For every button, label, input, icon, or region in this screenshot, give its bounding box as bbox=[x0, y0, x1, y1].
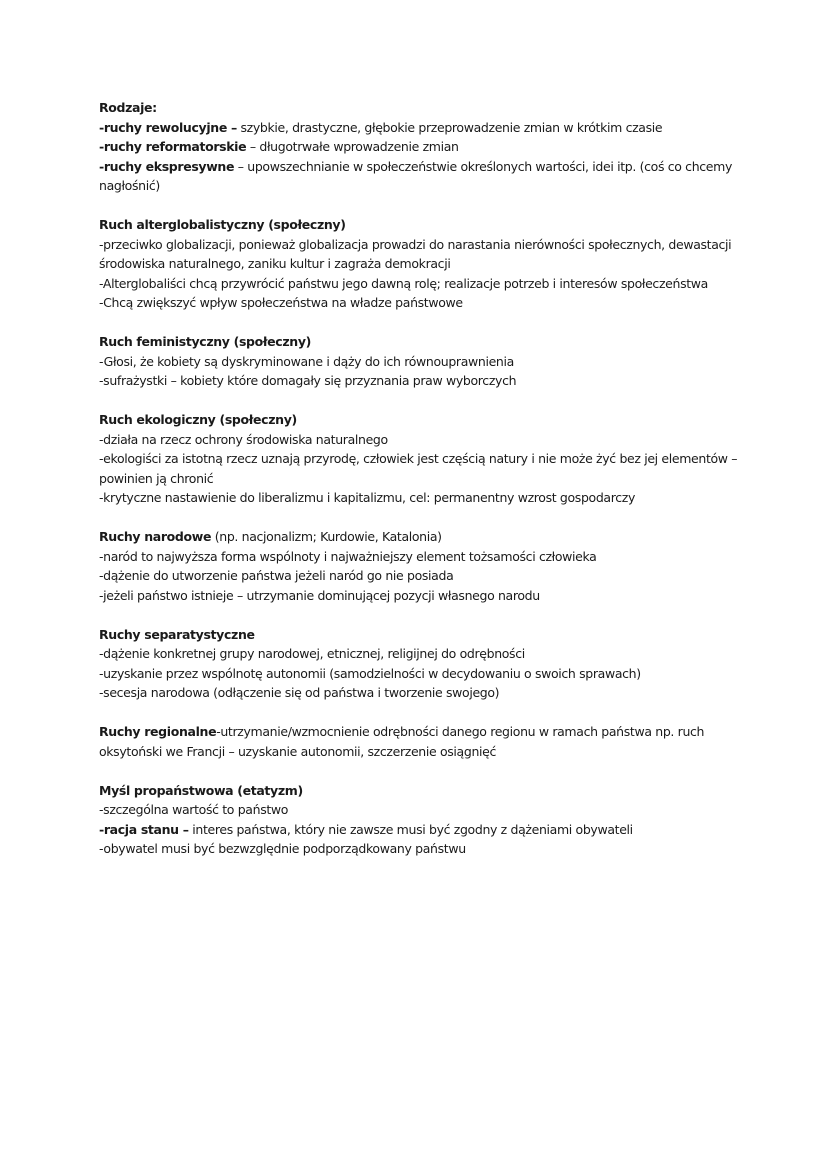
plain-text: -ekologiści za istotną rzecz uznają przyrodę, człowiek jest częścią natury i nie może żyć bez jej elementów – powinien ją chronić bbox=[99, 451, 738, 486]
section-1 bbox=[99, 215, 749, 313]
text-line bbox=[99, 683, 749, 703]
bold-text: Ruchy separatystyczne bbox=[99, 626, 255, 642]
plain-text: -secesja narodowa (odłączenie się od państwa i tworzenie swojego) bbox=[99, 685, 500, 700]
plain-text: -uzyskanie przez wspólnotę autonomii (samodzielności w decydowaniu o swoich sprawach) bbox=[99, 665, 641, 681]
plain-text: -Głosi, że kobiety są dyskryminowane i dąży do ich równouprawnienia bbox=[99, 353, 514, 369]
text-line bbox=[99, 664, 749, 684]
plain-text: -dążenie konkretnej grupy narodowej, etnicznej, religijnej do odrębności bbox=[99, 646, 525, 661]
text-line bbox=[99, 371, 749, 391]
plain-text: -obywatel musi być bezwzględnie podporządkowany państwu bbox=[99, 841, 466, 856]
bold-text: Ruchy narodowe bbox=[99, 529, 212, 544]
plain-text: -utrzymanie/wzmocnienie odrębności danego regionu w ramach państwa np. ruch oksytoński we Francji – uzyskanie autonomii, szczerzenie osiągnięć bbox=[99, 724, 705, 759]
plain-text: – długotrwałe wprowadzenie zmian bbox=[246, 139, 459, 154]
text-line bbox=[99, 547, 749, 567]
text-line bbox=[99, 800, 749, 820]
bold-text: -ruchy reformatorskie bbox=[99, 139, 247, 154]
bold-text: -ruchy rewolucyjne – bbox=[99, 119, 237, 135]
plain-text: -jeżeli państwo istnieje – utrzymanie dominującej pozycji własnego narodu bbox=[99, 587, 540, 603]
plain-text: szybkie, drastyczne, głębokie przeprowadzenie zmian w krótkim czasie bbox=[236, 119, 663, 135]
section-5 bbox=[99, 625, 749, 703]
section-heading bbox=[99, 527, 749, 547]
plain-text: -sufrażystki – kobiety które domagały się przyznania praw wyborczych bbox=[99, 373, 517, 388]
text-line bbox=[99, 137, 749, 157]
section-7 bbox=[99, 781, 749, 859]
section-2 bbox=[99, 332, 749, 391]
section-4 bbox=[99, 527, 749, 605]
bold-text: Myśl propaństwowa (etatyzm) bbox=[99, 782, 303, 798]
plain-text: interes państwa, który nie zawsze musi być zgodny z dążeniami obywateli bbox=[188, 821, 633, 837]
text-line bbox=[99, 430, 749, 450]
text-line bbox=[99, 839, 749, 859]
section-heading bbox=[99, 410, 749, 430]
text-line bbox=[99, 274, 749, 294]
section-6 bbox=[99, 722, 749, 761]
plain-text: (np. nacjonalizm; Kurdowie, Katalonia) bbox=[211, 529, 442, 544]
text-line bbox=[99, 566, 749, 586]
section-heading bbox=[99, 332, 749, 352]
text-line bbox=[99, 293, 749, 313]
plain-text: -Chcą zwiększyć wpływ społeczeństwa na władze państwowe bbox=[99, 295, 463, 310]
text-line bbox=[99, 157, 749, 196]
text-line bbox=[99, 449, 749, 488]
section-heading bbox=[99, 625, 749, 645]
text-line bbox=[99, 488, 749, 508]
plain-text: -szczególna wartość to państwo bbox=[99, 802, 289, 817]
plain-text: -dążenie do utworzenie państwa jeżeli naród go nie posiada bbox=[99, 568, 454, 583]
plain-text: – upowszechnianie w społeczeństwie określonych wartości, idei itp. (coś co chcemy nagłośnić) bbox=[99, 158, 733, 193]
text-line bbox=[99, 118, 749, 138]
section-heading bbox=[99, 781, 749, 801]
plain-text: -działa na rzecz ochrony środowiska naturalnego bbox=[99, 431, 388, 447]
section-heading bbox=[99, 98, 749, 118]
plain-text: -naród to najwyższa forma wspólnoty i najważniejszy element tożsamości człowieka bbox=[99, 548, 597, 564]
text-line bbox=[99, 235, 749, 274]
text-line bbox=[99, 644, 749, 664]
section-3 bbox=[99, 410, 749, 508]
section-0 bbox=[99, 98, 749, 196]
text-line bbox=[99, 820, 749, 840]
document-page bbox=[99, 98, 749, 878]
bold-text: Rodzaje: bbox=[99, 100, 157, 115]
plain-text: -przeciwko globalizacji, ponieważ globalizacja prowadzi do narastania nierówności społecznych, dewastacji środowiska naturalnego, zaniku kultur i zagraża demokracji bbox=[99, 236, 732, 271]
bold-text: Ruch ekologiczny (społeczny) bbox=[99, 412, 297, 427]
section-heading bbox=[99, 722, 749, 761]
bold-text: -racja stanu – bbox=[99, 821, 189, 837]
text-line bbox=[99, 586, 749, 606]
bold-text: Ruch alterglobalistyczny (społeczny) bbox=[99, 217, 346, 232]
bold-text: Ruchy regionalne bbox=[99, 724, 217, 739]
text-line bbox=[99, 352, 749, 372]
plain-text: -Alterglobaliści chcą przywrócić państwu jego dawną rolę; realizacje potrzeb i interesów społeczeństwa bbox=[99, 275, 708, 291]
bold-text: Ruch feministyczny (społeczny) bbox=[99, 334, 311, 349]
plain-text: -krytyczne nastawienie do liberalizmu i kapitalizmu, cel: permanentny wzrost gospodarczy bbox=[99, 490, 636, 505]
section-heading bbox=[99, 215, 749, 235]
bold-text: -ruchy ekspresywne bbox=[99, 158, 235, 174]
